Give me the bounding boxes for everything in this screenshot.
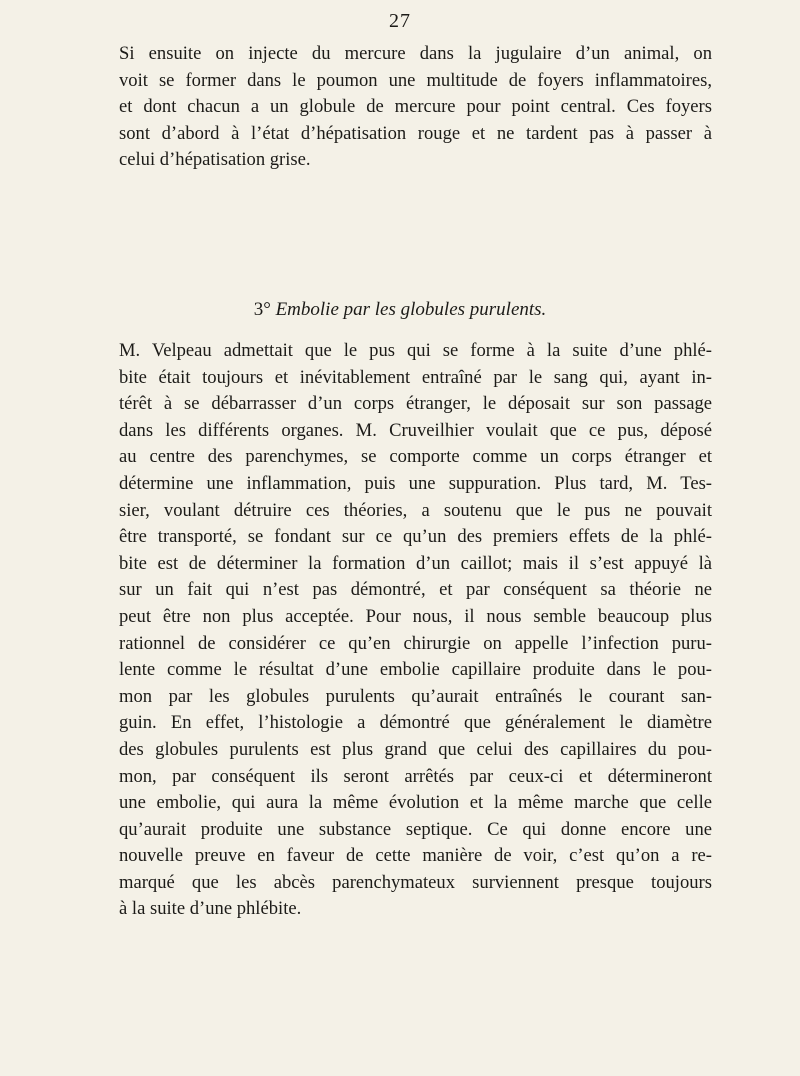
text-line: peut être non plus acceptée. Pour nous, il nous semble beaucoup plus: [119, 605, 712, 627]
text-line: à la suite d’une phlébite.: [119, 898, 302, 920]
text-line: au centre des parenchymes, se comporte comme un corps étranger et: [119, 446, 712, 468]
text-line: térêt à se débarrasser d’un corps étranger, le déposait sur son passage: [119, 393, 712, 415]
section-title: Embolie par les globules purulents.: [275, 299, 547, 320]
text-line: marqué que les abcès parenchymateux surviennent presque toujours: [119, 871, 712, 893]
text-line: voit se former dans le poumon une multitude de foyers inflammatoires,: [119, 69, 712, 91]
text-line: bite est de déterminer la formation d’un caillot; mais il s’est appuyé là: [119, 552, 712, 574]
text-line: bite était toujours et inévitablement entraîné par le sang qui, ayant in-: [119, 366, 712, 388]
text-line: M. Velpeau admettait que le pus qui se forme à la suite d’une phlé-: [119, 340, 712, 361]
text-line: sier, voulant détruire ces théories, a soutenu que le pus ne pouvait: [119, 499, 712, 521]
text-line: Si ensuite on injecte du mercure dans la jugulaire d’un animal, on: [119, 43, 712, 64]
text-line: sont d’abord à l’état d’hépatisation rouge et ne tardent pas à passer à: [119, 122, 712, 144]
text-line: nouvelle preuve en faveur de cette manière de voir, c’est qu’on a re-: [119, 845, 712, 867]
text-line: des globules purulents est plus grand que celui des capillaires du pou-: [119, 738, 712, 760]
paragraph-purulent-embolism: [83, 338, 712, 923]
text-line: mon par les globules purulents qu’aurait entraînés le courant san-: [119, 685, 712, 707]
section-heading: [0, 299, 800, 321]
text-line: sur un fait qui n’est pas démontré, et par conséquent sa théorie ne: [119, 579, 712, 601]
text-line: guin. En effet, l’histologie a démontré que généralement le diamètre: [119, 712, 712, 734]
text-line: dans les différents organes. M. Cruveilhier voulait que ce pus, déposé: [119, 419, 712, 441]
page-number: 27: [389, 10, 411, 32]
text-line: rationnel de considérer ce qu’en chirurgie on appelle l’infection puru-: [119, 632, 712, 654]
text-line: une embolie, qui aura la même évolution et la même marche que celle: [119, 792, 712, 814]
text-line: mon, par conséquent ils seront arrêtés par ceux-ci et détermineront: [119, 765, 712, 787]
text-line: et dont chacun a un globule de mercure pour point central. Ces foyers: [119, 96, 712, 118]
text-line: celui d’hépatisation grise.: [119, 149, 311, 171]
text-line: lente comme le résultat d’une embolie capillaire produite dans le pou-: [119, 659, 712, 681]
paragraph-mercury-injection: [83, 41, 712, 174]
text-line: qu’aurait produite une substance septique. Ce qui donne encore une: [119, 818, 712, 840]
section-number: 3°: [253, 299, 271, 320]
text-line: être transporté, se fondant sur ce qu’un des premiers effets de la phlé-: [119, 526, 712, 548]
text-line: détermine une inflammation, puis une suppuration. Plus tard, M. Tes-: [119, 472, 712, 494]
